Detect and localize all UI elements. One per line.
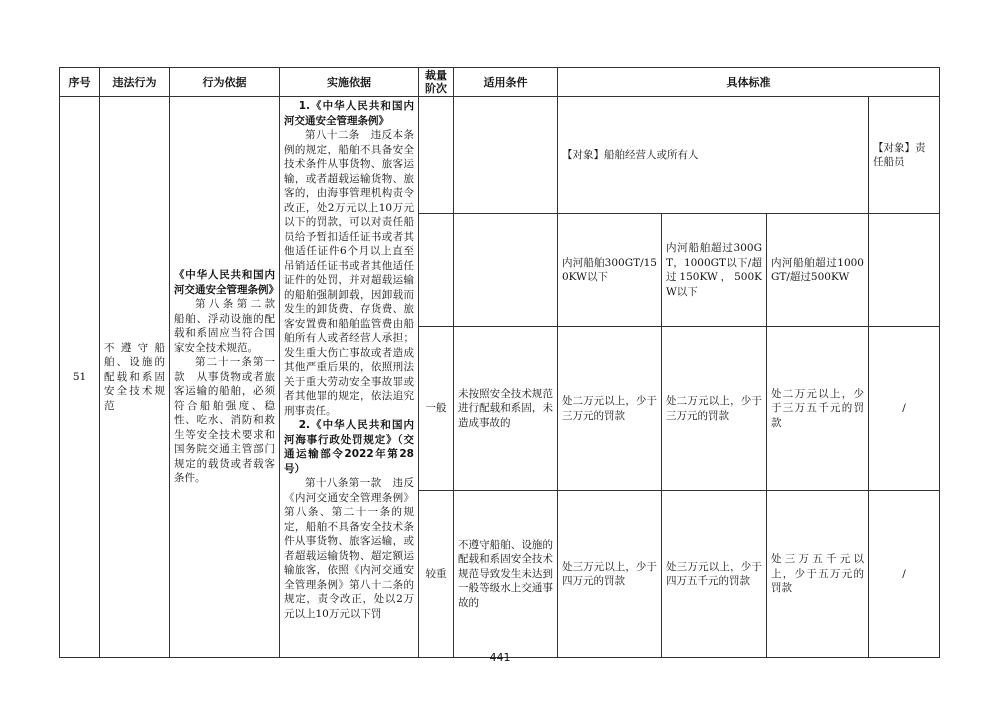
cell-basis bbox=[170, 97, 286, 658]
cell-class-1: 内河船舶300GT/150KW以下 bbox=[558, 214, 662, 327]
header-impl-basis: 实施依据 bbox=[280, 68, 419, 97]
basis-paragraph-1: 第八条第二款 船舶、浮动设施的配载和系固应当符合国家安全技术规范。 bbox=[174, 298, 286, 354]
impl-basis-box bbox=[284, 99, 414, 629]
cell-object-owner: 【对象】船舶经营人或所有人 bbox=[558, 97, 869, 214]
impl-paragraph-1: 第八十二条 违反本条例的规定，船舶不具备安全技术条件从事货物、旅客运输，或者超载运输货物、旅客的，由海事管理机构责令改正，处2万元以上10万元以下的罚款，可以对责任船员给予暂扣适任证书或者其他适任证件6个月以上直至吊销适任证书或者其他适任证件的处罚，并对超载运输的船舶强制卸载，因卸载而发生的卸货费、存货费、旅客安置费和船舶监管费由船舶所有人或者经营人承担；发生重大伤亡事故或者造成其他严重后果的，依照刑法关于重大劳动安全事故罪或者其他罪的规定，依法追究刑事责任。 bbox=[284, 129, 414, 417]
cell-standard-crew: / bbox=[869, 491, 940, 658]
cell-standard-3: 处三万五千元以上，少于五万元的罚款 bbox=[767, 491, 869, 658]
object-row bbox=[60, 97, 940, 214]
cell-crew-empty bbox=[869, 214, 940, 327]
cell-condition-empty bbox=[454, 97, 558, 214]
basis-paragraph-2: 第二十一条第一款 从事货物或者旅客运输的船舶，必须符合船舶强度、稳性、吃水、消防和救生等安全技术要求和国务院交通主管部门规定的载货或者载客条件。 bbox=[174, 356, 275, 485]
cell-class-3: 内河船舶超过1000GT/超过500KW bbox=[767, 214, 869, 327]
penalty-standard-table bbox=[59, 67, 940, 658]
header-row bbox=[60, 68, 940, 97]
cell-standard-2: 处二万元以上，少于三万元的罚款 bbox=[662, 327, 767, 491]
cell-standard-3: 处二万元以上，少于三万五千元的罚款 bbox=[767, 327, 869, 491]
cell-class-2: 内河船舶超过300GT，1000GT以下/超过150KW，500KW以下 bbox=[662, 214, 767, 327]
impl-title-1: 1.《中华人民共和国内河交通安全管理条例》 bbox=[284, 100, 414, 127]
header-condition: 适用条件 bbox=[454, 68, 558, 97]
header-standard: 具体标准 bbox=[558, 68, 940, 97]
header-basis: 行为依据 bbox=[170, 68, 280, 97]
header-seq: 序号 bbox=[60, 68, 100, 97]
cell-level: 较重 bbox=[419, 491, 454, 658]
impl-title-2: 2.《中华人民共和国内河海事行政处罚规定》（交通运输部令2022年第28号） bbox=[284, 419, 414, 475]
cell-seq: 51 bbox=[60, 97, 100, 658]
cell-object-crew: 【对象】责任船员 bbox=[869, 97, 940, 214]
cell-level-empty bbox=[419, 214, 454, 327]
cell-condition: 不遵守船舶、设施的配载和系固安全技术规范导致发生未达到一般等级水上交通事故的 bbox=[454, 491, 558, 658]
cell-condition: 未按照安全技术规范进行配载和系固，未造成事故的 bbox=[454, 327, 558, 491]
cell-condition-empty bbox=[454, 214, 558, 327]
impl-paragraph-2: 第十八条第一款 违反《内河交通安全管理条例》第八条、第二十一条的规定，船舶不具备安全技术条件从事货物、旅客运输，或者超载运输货物、超定额运输旅客，依照《内河交通安全管理条例》第八十二条的规定，责令改正，处以2万元以上10万元以下罚 bbox=[284, 477, 414, 620]
header-violation: 违法行为 bbox=[100, 68, 170, 97]
cell-level-empty bbox=[419, 97, 454, 214]
cell-level: 一般 bbox=[419, 327, 454, 491]
header-level: 裁量阶次 bbox=[419, 68, 454, 97]
page-number: 441 bbox=[489, 651, 511, 664]
cell-standard-crew: / bbox=[869, 327, 940, 491]
cell-impl-basis bbox=[280, 97, 419, 658]
basis-title: 《中华人民共和国内河交通安全管理条例》 bbox=[174, 269, 279, 296]
cell-standard-1: 处二万元以上，少于三万元的罚款 bbox=[558, 327, 662, 491]
cell-standard-1: 处三万元以上，少于四万元的罚款 bbox=[558, 491, 662, 658]
cell-standard-2: 处三万元以上，少于四万五千元的罚款 bbox=[662, 491, 767, 658]
cell-violation: 不遵守船舶、设施的配载和系固安全技术规范 bbox=[100, 97, 170, 658]
